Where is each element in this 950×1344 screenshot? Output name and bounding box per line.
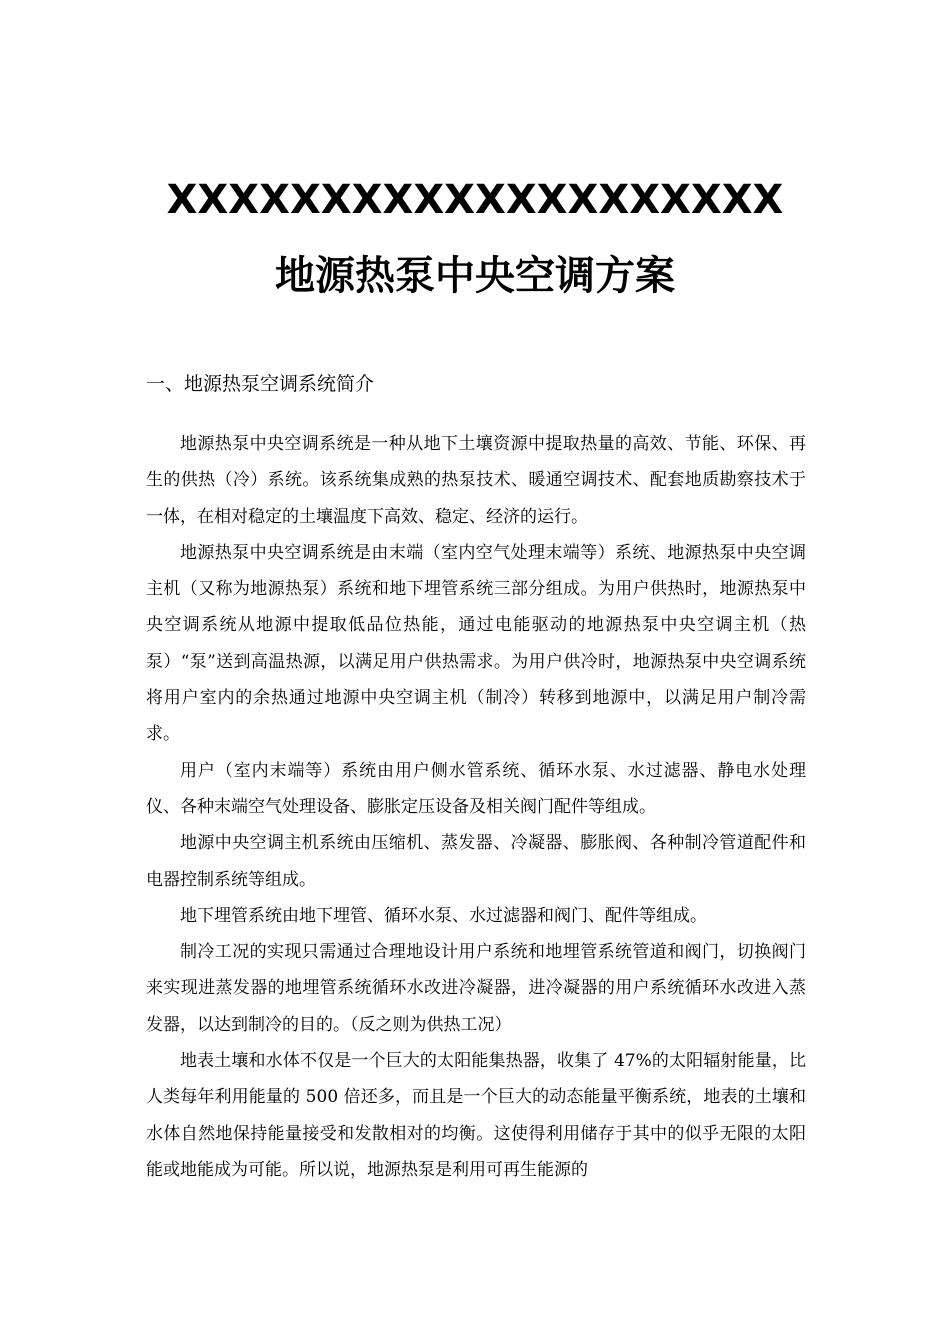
paragraph-7: 地表土壤和水体不仅是一个巨大的太阳能集热器，收集了 47%的太阳辐射能量，比人类每年利用能量的 500 倍还多，而且是一个巨大的动态能量平衡系统，地表的土壤和水体自然地保持能量接受和发散相对的均衡。这使得利用储存于其中的似乎无限的太阳能或地能成为可能。所以说，地源热泵是利用可再生能源的 [146, 1051, 806, 1180]
document-title-line-1: XXXXXXXXXXXXXXXXXXXX [166, 177, 784, 223]
paragraph-5: 地下埋管系统由地下埋管、循环水泵、水过滤器和阀门、配件等组成。 [180, 905, 707, 926]
document-title-line-2: 地源热泵中央空调方案 [275, 253, 675, 299]
paragraph-4: 地源中央空调主机系统由压缩机、蒸发器、冷凝器、膨胀阀、各种制冷管道配件和电器控制系统等组成。 [146, 833, 806, 890]
document-body [146, 426, 806, 1188]
paragraph-3: 用户（室内末端等）系统由用户侧水管系统、循环水泵、水过滤器、静电水处理仪、各种末端空气处理设备、膨胀定压设备及相关阀门配件等组成。 [146, 760, 806, 817]
paragraph-6: 制冷工况的实现只需通过合理地设计用户系统和地埋管系统管道和阀门，切换阀门来实现进蒸发器的地埋管系统循环水改进冷凝器，进冷凝器的用户系统循环水改进入蒸发器，以达到制冷的目的。（反之则为供热工况） [146, 942, 806, 1035]
paragraph-1: 地源热泵中央空调系统是一种从地下土壤资源中提取热量的高效、节能、环保、再生的供热（冷）系统。该系统集成熟的热泵技术、暖通空调技术、配套地质勘察技术于一体，在相对稳定的土壤温度下高效、稳定、经济的运行。 [146, 434, 806, 527]
section-heading: 一、地源热泵空调系统简介 [146, 373, 375, 395]
paragraph-2: 地源热泵中央空调系统是由末端（室内空气处理末端等）系统、地源热泵中央空调主机（又称为地源热泵）系统和地下埋管系统三部分组成。为用户供热时，地源热泵中央空调系统从地源中提取低品位热能，通过电能驱动的地源热泵中央空调主机（热泵）“泵”送到高温热源，以满足用户供热需求。为用户供冷时，地源热泵中央空调系统将用户室内的余热通过地源中央空调主机（制冷）转移到地源中，以满足用户制冷需求。 [146, 542, 806, 745]
